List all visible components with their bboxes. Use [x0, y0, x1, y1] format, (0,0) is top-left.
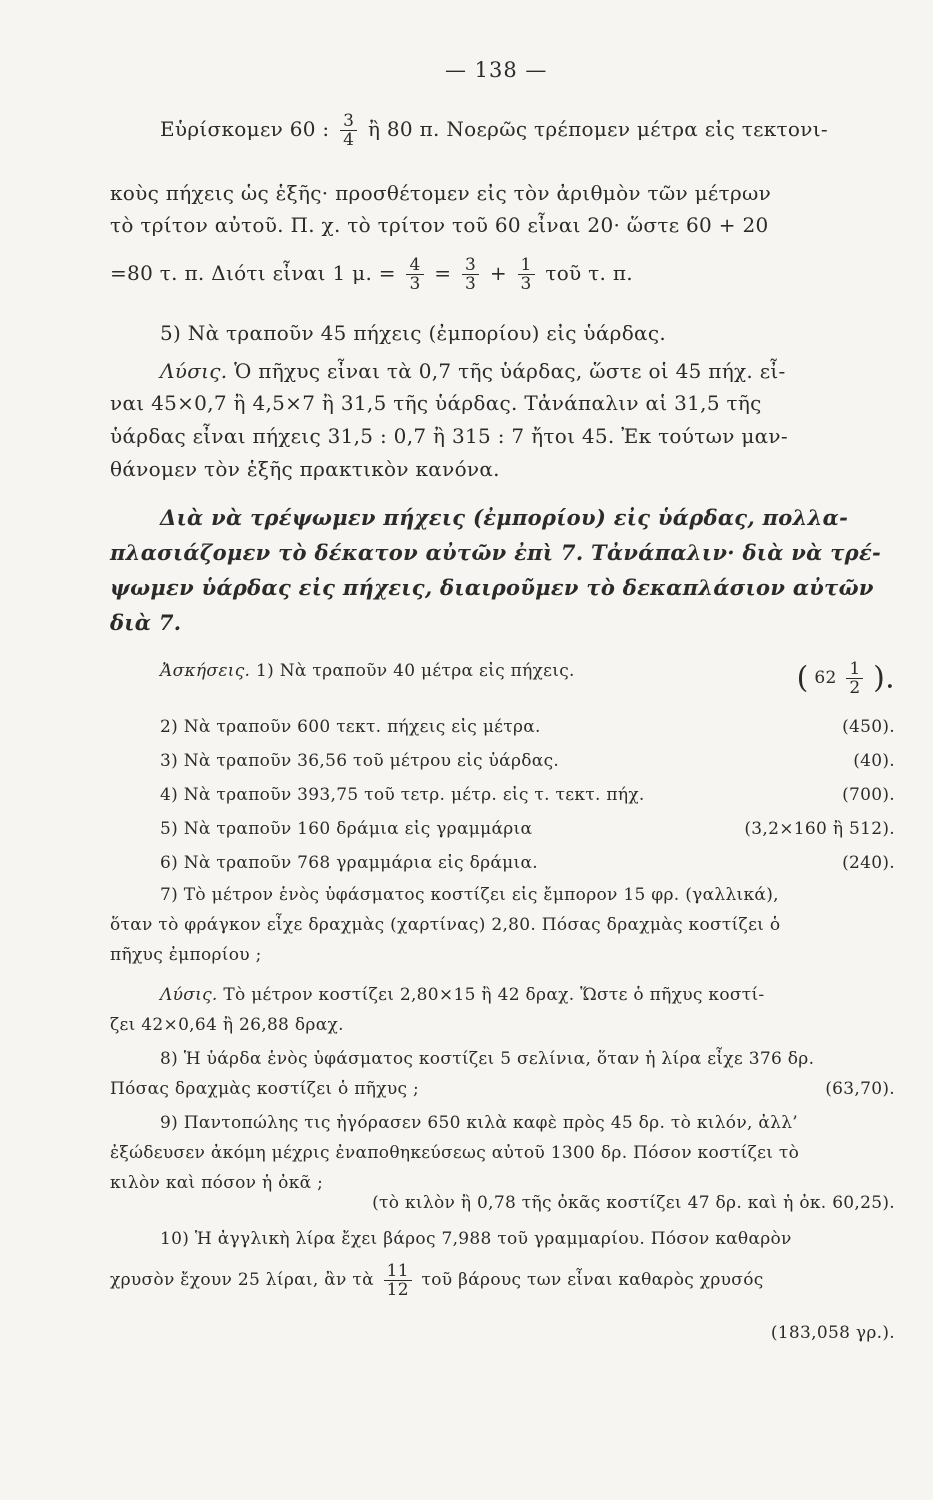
plus-sign: +	[489, 261, 507, 285]
fraction-numerator: 4	[406, 256, 423, 275]
text-line: ὑάρδας εἶναι πήχεις 31,5 : 0,7 ἢ 315 : 7 ἤτοι 45. Ἐκ τούτων μαν-	[110, 424, 788, 448]
fraction-numerator: 3	[340, 112, 357, 131]
exercise-7-line: 7) Τὸ μέτρον ἑνὸς ὑφάσματος κοστίζει εἰς ἔμπορον 15 φρ. (γαλλικά),	[160, 885, 779, 905]
fraction	[462, 256, 479, 293]
open-paren: (	[796, 660, 809, 696]
fraction-denominator: 3	[520, 274, 532, 294]
exercise-3	[160, 750, 895, 772]
text-span: =80 τ. π. Διότι εἶναι 1 μ. =	[110, 261, 396, 285]
exercise-1	[160, 660, 895, 697]
fraction-denominator: 3	[409, 274, 421, 294]
exercise-answer: (40).	[853, 751, 895, 771]
text-line: θάνομεν τὸν ἑξῆς πρακτικὸν κανόνα.	[110, 457, 500, 481]
exercise-7-line: ὅταν τὸ φράγκον εἶχε δραχμὰς (χαρτίνας) 2,80. Πόσας δραχμὰς κοστίζει ὁ	[110, 915, 781, 935]
text-span: τοῦ βάρους των εἶναι καθαρὸς χρυσός	[421, 1270, 764, 1290]
exercise-4	[160, 784, 895, 806]
text-line: τὸ τρίτον αὐτοῦ. Π. χ. τὸ τρίτον τοῦ 60 εἶναι 20· ὥστε 60 + 20	[110, 213, 769, 237]
exercise-answer	[797, 660, 895, 697]
rule-line: πλασιάζομεν τὸ δέκατον αὐτῶν ἐπὶ 7. Τἀνάπαλιν· διὰ νὰ τρέ-	[110, 540, 882, 565]
exercise-10-answer: (183,058 γρ.).	[770, 1323, 895, 1343]
fraction-denominator: 4	[343, 130, 355, 150]
fraction-denominator: 3	[465, 274, 477, 294]
exercise-7-solution	[160, 984, 895, 1006]
text-span: ἢ 80 π. Νοερῶς τρέπομεν μέτρα εἰς τεκτονι-	[367, 117, 828, 141]
exercise-8-line	[110, 1078, 895, 1100]
exercise-text: 3) Νὰ τραποῦν 36,56 τοῦ μέτρου εἰς ὑάρδας.	[160, 751, 560, 771]
exercise-7-line: πῆχυς ἐμπορίου ;	[110, 945, 262, 965]
exercise-text: 1) Νὰ τραποῦν 40 μέτρα εἰς πήχεις.	[255, 661, 575, 681]
exercise-text: 6) Νὰ τραποῦν 768 γραμμάρια εἰς δράμια.	[160, 853, 538, 873]
problem-title: 5) Νὰ τραποῦν 45 πήχεις (ἐμπορίου) εἰς ὑάρδας.	[160, 321, 667, 345]
text-line: κοὺς πήχεις ὡς ἑξῆς· προσθέτομεν εἰς τὸν ἀριθμὸν τῶν μέτρων	[110, 181, 772, 205]
equals-sign: =	[434, 261, 452, 285]
rule-line: ψωμεν ὑάρδας εἰς πήχεις, διαιροῦμεν τὸ δεκαπλάσιον αὐτῶν	[110, 575, 874, 600]
fraction-numerator: 3	[462, 256, 479, 275]
exercise-10-line: 10) Ἡ ἀγγλικὴ λίρα ἔχει βάρος 7,988 τοῦ γραμμαρίου. Πόσον καθαρὸν	[160, 1229, 792, 1249]
text-span: Ὁ πῆχυς εἶναι τὰ 0,7 τῆς ὑάρδας, ὥστε οἱ 45 πήχ. εἶ-	[234, 359, 786, 383]
text-span: Εὑρίσκομεν 60 :	[160, 117, 330, 141]
text-span: χρυσὸν ἔχουν 25 λίραι, ἂν τὰ	[110, 1270, 374, 1290]
fraction-numerator: 1	[518, 256, 535, 275]
exercise-text: 5) Νὰ τραποῦν 160 δράμια εἰς γραμμάρια	[160, 819, 533, 839]
exercise-9-line: 9) Παντοπώλης τις ἠγόρασεν 650 κιλὰ καφὲ πρὸς 45 δρ. τὸ κιλόν, ἀλλ’	[160, 1113, 799, 1133]
solution-label: Λύσις.	[160, 985, 218, 1005]
exercise-6	[160, 852, 895, 874]
fraction	[846, 660, 863, 697]
exercise-9-line: ἐξώδευσεν ἀκόμη μέχρις ἐναποθηκεύσεως αὐτοῦ 1300 δρ. Πόσον κοστίζει τὸ	[110, 1143, 800, 1163]
text-span: Τὸ μέτρον κοστίζει 2,80×15 ἢ 42 δραχ. Ὥστε ὁ πῆχυς κοστί-	[223, 985, 765, 1005]
close-paren: ).	[873, 660, 895, 696]
text-line	[110, 256, 845, 293]
fraction-numerator: 11	[384, 1262, 412, 1281]
fraction-denominator: 2	[849, 678, 861, 698]
exercise-10-line	[110, 1262, 845, 1299]
text-line: ναι 45×0,7 ἢ 4,5×7 ἢ 31,5 τῆς ὑάρδας. Τἀνάπαλιν αἱ 31,5 τῆς	[110, 391, 762, 415]
exercise-answer: (63,70).	[825, 1079, 895, 1099]
text-line	[160, 358, 895, 384]
exercise-answer: (700).	[842, 785, 895, 805]
exercise-answer: (450).	[842, 717, 895, 737]
answer-whole: 62	[814, 668, 837, 688]
fraction	[406, 256, 423, 293]
fraction	[518, 256, 535, 293]
text-span: τοῦ τ. π.	[545, 261, 633, 285]
exercise-answer: (3,2×160 ἢ 512).	[744, 819, 895, 839]
exercise-9-answer: (τὸ κιλὸν ἢ 0,78 τῆς ὀκᾶς κοστίζει 47 δρ. καὶ ἡ ὀκ. 60,25).	[372, 1193, 895, 1213]
exercise-answer: (240).	[842, 853, 895, 873]
exercise-text: 4) Νὰ τραποῦν 393,75 τοῦ τετρ. μέτρ. εἰς τ. τεκτ. πήχ.	[160, 785, 645, 805]
exercise-8-line: 8) Ἡ ὑάρδα ἑνὸς ὑφάσματος κοστίζει 5 σελίνια, ὅταν ἡ λίρα εἶχε 376 δρ.	[160, 1049, 815, 1069]
fraction-numerator: 1	[846, 660, 863, 679]
exercise-text: Πόσας δραχμὰς κοστίζει ὁ πῆχυς ;	[110, 1079, 420, 1099]
page-number: — 138 —	[445, 58, 548, 82]
solution-label: Λύσις.	[160, 359, 228, 383]
text-line	[160, 112, 895, 149]
fraction	[340, 112, 357, 149]
rule-line: Διὰ νὰ τρέψωμεν πήχεις (ἐμπορίου) εἰς ὑάρδας, πολλα-	[160, 505, 849, 530]
exercise-text: 2) Νὰ τραποῦν 600 τεκτ. πήχεις εἰς μέτρα.	[160, 717, 541, 737]
exercise-5	[160, 818, 895, 840]
exercise-2	[160, 716, 895, 738]
exercise-7-solution: ζει 42×0,64 ἢ 26,88 δραχ.	[110, 1015, 344, 1035]
fraction-denominator: 12	[386, 1280, 409, 1300]
rule-line: διὰ 7.	[110, 610, 182, 635]
fraction	[384, 1262, 412, 1299]
exercises-label: Ἀσκήσεις.	[160, 661, 251, 681]
exercise-9-line: κιλὸν καὶ πόσον ἡ ὀκᾶ ;	[110, 1173, 324, 1193]
